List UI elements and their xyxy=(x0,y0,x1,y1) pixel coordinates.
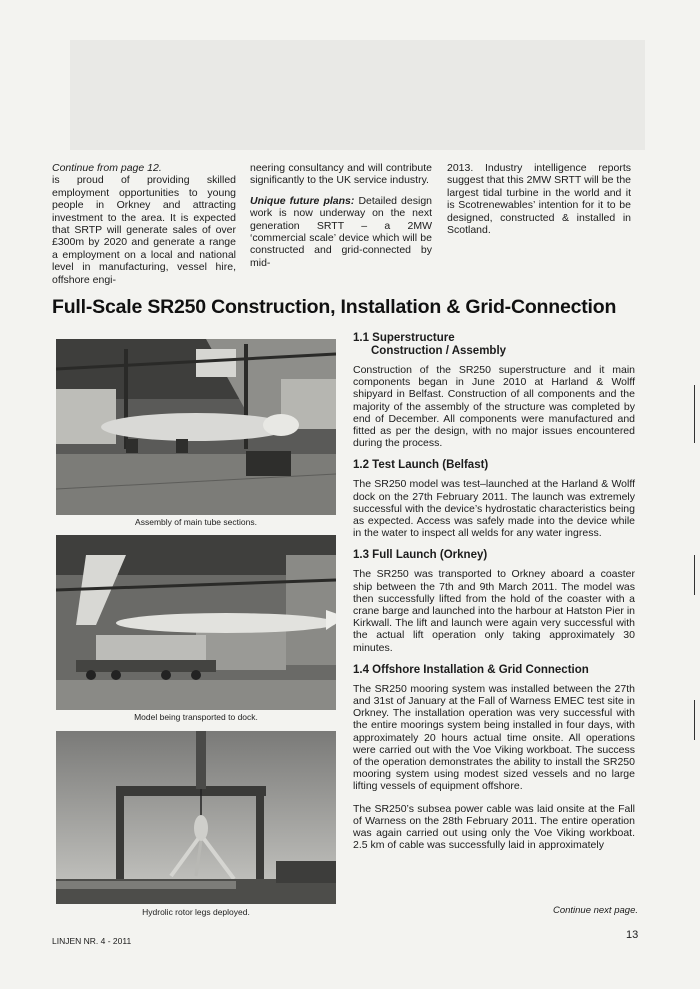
section-1-3 xyxy=(353,549,635,653)
intro-paragraph-2: neering consultancy and will contribute significantly to the UK service industry. xyxy=(250,162,432,187)
section-1-2-heading: 1.2 Test Launch (Belfast) xyxy=(353,459,489,472)
section-1-4 xyxy=(353,664,635,852)
intro-column-2 xyxy=(250,162,432,277)
intro-paragraph-4: 2013. Industry intelligence reports suggest that this 2MW SRTT will be the largest tidal turbine in the world and it is Scotrenewables’ intention for it to be designed, constructed & installed in Scotland. xyxy=(447,162,631,237)
section-1-2 xyxy=(353,459,635,539)
section-1-2-body: The SR250 model was test–launched at the Harland & Wolff dock on the 27th February 2011. The launch was extremely successful with the device’s hydrostatic characteristics being as expected. Access was safely made into the device while in the water to inspect all welds for any water ingress. xyxy=(353,478,635,540)
photo-assembly xyxy=(56,339,336,515)
photo-caption-3: Hydrolic rotor legs deployed. xyxy=(142,907,250,917)
intro-column-3 xyxy=(447,162,631,244)
edge-line-3 xyxy=(694,700,695,740)
intro-paragraph-1: is proud of providing skilled employment opportunities to young people in Orkney and attracting investment to the area. It is expected that SRTP will generate sales of over £300m by 2020 and generate a range a employment on a local and national level in manufacturing, vessel hire, offshore engi- xyxy=(52,174,236,286)
section-1-4-body-1: The SR250 mooring system was installed between the 27th and 31st of January at the Fall of Warness EMEC test site in Orkney. The installation operation was very successful with the entire moorings system being installed in four days, with approximately 20 hours actual time onsite. All operations were carried out with the Voe Viking workboat. The success of the operation demonstrates the ability to install the SR250 mooring system using modest sized vessels and no large lifting vessels of equipment offshore. xyxy=(353,682,635,793)
section-1-4-heading: 1.4 Offshore Installation & Grid Connection xyxy=(353,663,589,676)
photo-rotor-legs xyxy=(56,731,336,904)
section-1-4-body-2: The SR250’s subsea power cable was laid onsite at the Fall of Warness on the 28th February 2011. The entire operation was again carried out using only the Voe Viking workboat. 2.5 km of cable was successfully laid in approximately xyxy=(353,802,635,852)
photo-caption-1: Assembly of main tube sections. xyxy=(135,517,257,527)
section-1-1 xyxy=(353,332,635,449)
unique-plans-lead: Unique future plans: xyxy=(250,194,355,207)
intro-column-1 xyxy=(52,162,236,294)
section-1-1-heading xyxy=(353,332,635,358)
photo-transport xyxy=(56,535,336,710)
intro-paragraph-3 xyxy=(250,195,432,269)
article-body xyxy=(353,332,635,862)
continue-from-note: Continue from page 12. xyxy=(52,162,162,174)
article-title: Full-Scale SR250 Construction, Installation & Grid-Connection xyxy=(52,296,617,318)
section-1-1-heading-line2: Construction / Assembly xyxy=(371,345,507,357)
section-1-3-body: The SR250 was transported to Orkney aboard a coaster ship between the 7th and 9th March 2011. The model was then successfully lifted from the hold of the coaster with a crane barge and launched into the harbour at Hatston Pier in Kirkwall. The lift and launch were again very successful with the actual lift operation only taking approximately 30 minutes. xyxy=(353,568,635,654)
intro-paragraph-3-text: Detailed design work is now underway on the next generation SRTT – a 2MW ‘commercial scale’ device which will be constructed and grid-connected by mid- xyxy=(250,194,432,269)
header-shadow-band xyxy=(70,40,645,150)
page-number: 13 xyxy=(626,929,639,941)
photo-caption-2: Model being transported to dock. xyxy=(134,712,258,722)
section-1-3-heading: 1.3 Full Launch (Orkney) xyxy=(353,549,488,562)
section-1-1-body: Construction of the SR250 superstructure and it main components began in June 2010 at Harland & Wolff shipyard in Belfast. Construction of all components and the majority of the assembly of the structure was completed by end of December. All components were manufactured and fitted as per the design, with no major issues encountered during the process. xyxy=(353,364,635,450)
publication-footer: LINJEN NR. 4 - 2011 xyxy=(52,936,132,946)
edge-line-1 xyxy=(694,385,695,443)
section-1-1-heading-line1: 1.1 Superstructure xyxy=(353,332,455,344)
continue-next-note: Continue next page. xyxy=(552,905,638,916)
edge-line-2 xyxy=(694,555,695,595)
